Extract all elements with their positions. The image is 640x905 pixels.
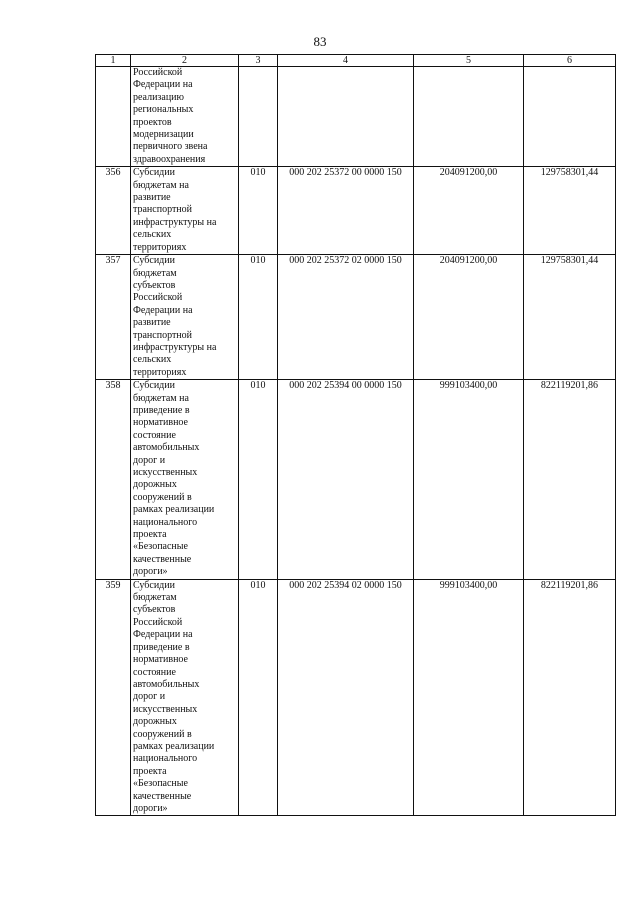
row-name-text: Субсидии бюджетам на приведение в нормативное состояние автомобильных дорог и искусственных дорожных сооружений в рамках реализации национального проекта «Безопасные качественные дороги» [133, 380, 215, 578]
row-amount-plan: 204091200,00 [414, 167, 524, 255]
table-row [96, 67, 616, 167]
row-name-text: Российской Федерации на реализацию региональных проектов модернизации первичного звена здравоохранения [133, 67, 208, 165]
column-header: 6 [524, 55, 616, 67]
row-amount-plan: 204091200,00 [414, 255, 524, 380]
row-number [96, 67, 131, 167]
column-header: 4 [278, 55, 414, 67]
table-row [96, 167, 616, 255]
row-amount-plan: 999103400,00 [414, 579, 524, 816]
row-kbk: 000 202 25394 00 0000 150 [278, 380, 414, 580]
column-header: 1 [96, 55, 131, 67]
row-amount-exec: 129758301,44 [524, 255, 616, 380]
row-amount-exec: 129758301,44 [524, 167, 616, 255]
row-kbk: 000 202 25372 02 0000 150 [278, 255, 414, 380]
row-kbk: 000 202 25394 02 0000 150 [278, 579, 414, 816]
row-amount-exec: 822119201,86 [524, 579, 616, 816]
row-code: 010 [239, 579, 278, 816]
row-name [131, 167, 239, 255]
row-code [239, 67, 278, 167]
row-name-text: Субсидии бюджетам субъектов Российской Федерации на приведение в нормативное состояние автомобильных дорог и искусственных дорожных сооружений в рамках реализации национального проекта «Безопасные качественные дороги» [133, 579, 215, 814]
row-kbk [278, 67, 414, 167]
column-header: 3 [239, 55, 278, 67]
row-number: 359 [96, 579, 131, 816]
column-header: 5 [414, 55, 524, 67]
row-amount-plan [414, 67, 524, 167]
table-row [96, 380, 616, 580]
page-number: 83 [313, 34, 327, 49]
row-name [131, 380, 239, 580]
row-code: 010 [239, 255, 278, 380]
row-code: 010 [239, 167, 278, 255]
row-number: 358 [96, 380, 131, 580]
table-header-row [96, 55, 616, 67]
row-name [131, 67, 239, 167]
row-number: 356 [96, 167, 131, 255]
row-amount-plan: 999103400,00 [414, 380, 524, 580]
row-amount-exec [524, 67, 616, 167]
row-kbk: 000 202 25372 00 0000 150 [278, 167, 414, 255]
row-number: 357 [96, 255, 131, 380]
table-row [96, 579, 616, 816]
column-header: 2 [131, 55, 239, 67]
table-row [96, 255, 616, 380]
row-amount-exec: 822119201,86 [524, 380, 616, 580]
row-name-text: Субсидии бюджетам субъектов Российской Федерации на развитие транспортной инфраструктуры на сельских территориях [133, 255, 217, 378]
row-name [131, 255, 239, 380]
budget-table [95, 54, 616, 816]
row-name [131, 579, 239, 816]
row-name-text: Субсидии бюджетам на развитие транспортной инфраструктуры на сельских территориях [133, 167, 217, 253]
row-code: 010 [239, 380, 278, 580]
